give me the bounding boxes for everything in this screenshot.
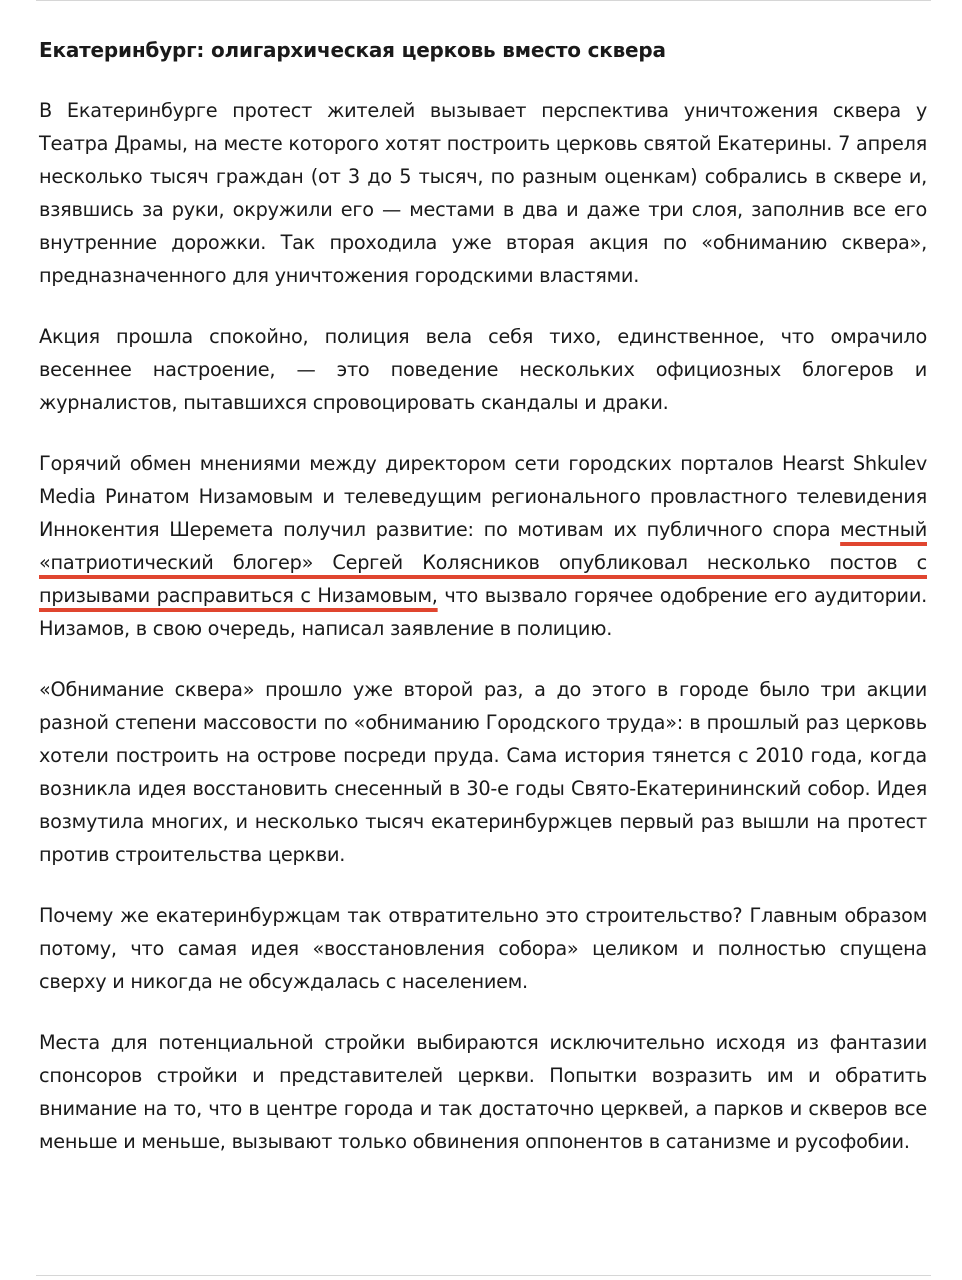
bottom-divider bbox=[36, 1275, 931, 1276]
paragraph-6: Места для потенциальной стройки выбираются исключительно исходя из фантазии спонсоров стройки и представителей церкви. Попытки возразить им и обратить внимание на то, что в центре города и так достаточно церквей, а парков и скверов все меньше и меньше, вызывают только обвинения оппонентов в сатанизме и русофобии. bbox=[39, 1031, 927, 1153]
top-divider bbox=[36, 0, 931, 1]
paragraph-3-text-after: что вызвало горячее одобрение его аудитории. Низамов, в свою очередь, написал заявление в полицию. bbox=[39, 584, 928, 640]
article-title: Екатеринбург: олигархическая церковь вместо сквера bbox=[39, 38, 666, 62]
highlighted-underline-text: местный «патриотический блогер» Сергей Колясников опубликовал несколько постов с призывами расправиться с Низамовым, bbox=[39, 518, 927, 607]
paragraph-5: Почему же екатеринбуржцам так отвратительно это строительство? Главным образом потому, что самая идея «восстановления собора» целиком и полностью спущена сверху и никогда не обсуждалась с населением. bbox=[39, 904, 927, 993]
paragraph-1: В Екатеринбурге протест жителей вызывает перспектива уничтожения сквера у Театра Драмы, на месте которого хотят построить церковь святой Екатерины. 7 апреля несколько тысяч граждан (от 3 до 5 тысяч, по разным оценкам) собрались в сквере и, взявшись за руки, окружили его — местами в два и даже три слоя, заполнив все его внутренние дорожки. Так проходила уже вторая акция по «обниманию сквера», предназначенного для уничтожения городскими властями. bbox=[39, 99, 927, 287]
paragraph-2: Акция прошла спокойно, полиция вела себя тихо, единственное, что омрачило весеннее настроение, — это поведение нескольких официозных блогеров и журналистов, пытавшихся спровоцировать скандалы и драки. bbox=[39, 325, 927, 414]
paragraph-3-text-before: Горячий обмен мнениями между директором сети городских порталов Hearst Shkulev Media Ринатом Низамовым и телеведущим регионального провластного телевидения Иннокентия Шеремета получил развитие: по мотивам их публичного спора bbox=[39, 452, 927, 541]
article bbox=[39, 34, 927, 1158]
paragraph-4: «Обнимание сквера» прошло уже второй раз, а до этого в городе было три акции разной степени массовости по «обниманию Городского труда»: в прошлый раз церковь хотели построить на острове посреди пруда. Сама история тянется с 2010 года, когда возникла идея восстановить снесенный в 30-е годы Свято-Екатерининский собор. Идея возмутила многих, и несколько тысяч екатеринбуржцев первый раз вышли на протест против строительства церкви. bbox=[39, 678, 927, 866]
paragraph-3 bbox=[39, 447, 927, 645]
